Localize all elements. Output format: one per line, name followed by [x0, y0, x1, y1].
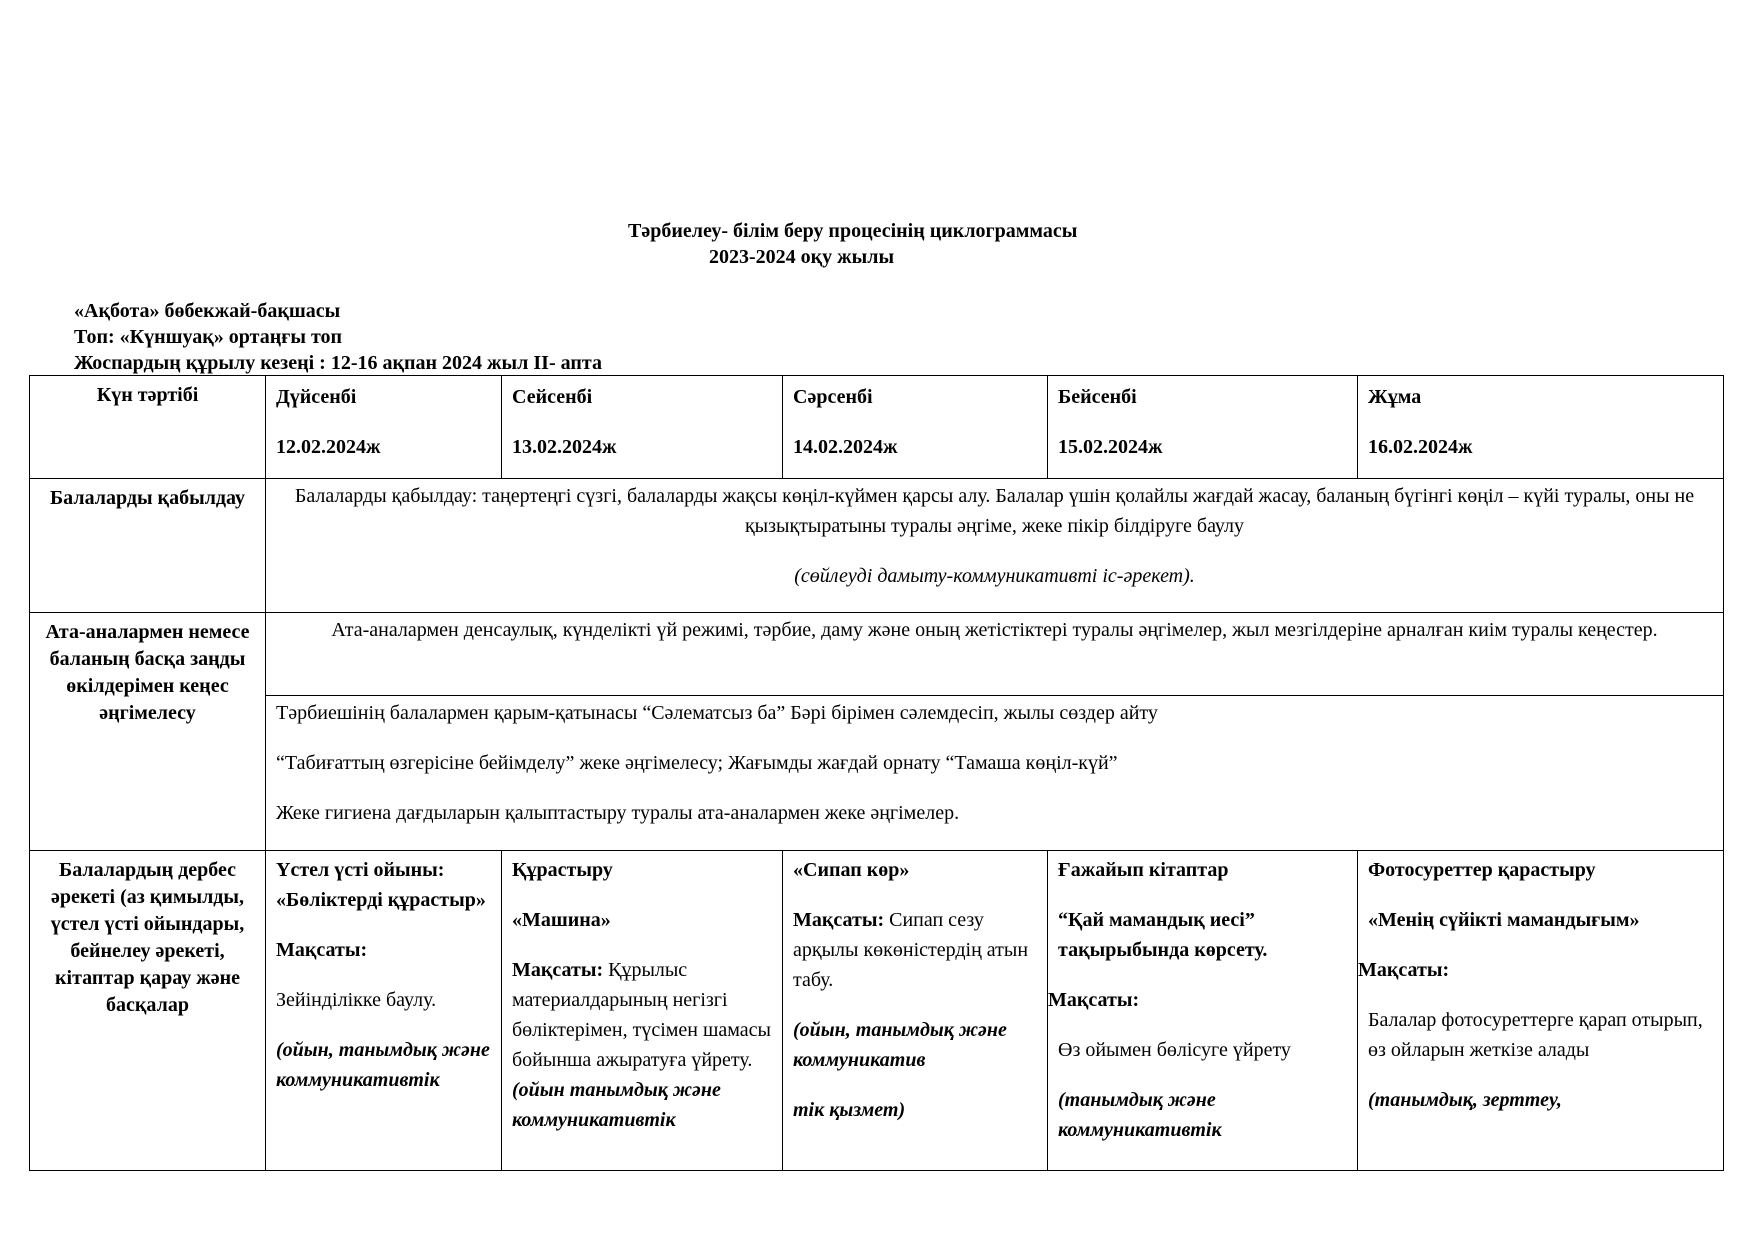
parents-row-1	[30, 613, 1724, 696]
reception-content-cell	[266, 479, 1724, 613]
day-name: Жұма	[1368, 386, 1422, 408]
goal-text: Өз ойымен бөлісуге үйрету	[1058, 1039, 1291, 1061]
activity-note: (ойын, танымдық және коммуникатив	[793, 1019, 1007, 1071]
header-day-tuesday	[502, 376, 783, 479]
activity-friday	[1358, 851, 1724, 1171]
title-line-1: Тәрбиелеу- білім беру процесінің циклограммасы	[628, 220, 1078, 242]
reception-text: Балаларды қабылдау: таңертеңгі сүзгі, балаларды жақсы көңіл-күймен қарсы алу. Балалар үшін қолайлы жағдай жасау, баланың бүгінгі көңіл – күйі туралы, оны не қызықтыратыны туралы әңгіме, жеке пікір білдіруге баулу	[294, 485, 1695, 537]
goal-label: Мақсаты:	[1358, 959, 1450, 981]
day-name: Бейсенбі	[1058, 386, 1137, 408]
reception-label-cell: Балаларды қабылдау	[30, 479, 266, 613]
activity-wednesday	[783, 851, 1048, 1171]
parents-content-cell-1	[266, 613, 1724, 696]
activity-note: (ойын, танымдық және коммуникативтік	[276, 1039, 490, 1091]
activity-label-cell: Балалардың дербес әрекеті (аз қимылды, үстел үсті ойындары, бейнелеу әрекеті, кітаптар қарау және басқалар	[30, 851, 266, 1171]
activity-note: (ойын танымдық және коммуникативтік	[512, 1079, 721, 1131]
day-name: Сейсенбі	[512, 386, 593, 408]
activity-subtitle: «Машина»	[512, 909, 611, 931]
parents-line-2: “Табиғаттың өзгерісіне бейімделу” жеке әңгімелесу; Жағымды жағдай орнату “Тамаша көңіл-күй”	[276, 752, 1118, 774]
parents-content-cell-2	[266, 696, 1724, 851]
day-date: 13.02.2024ж	[512, 436, 617, 458]
header-day-friday	[1358, 376, 1724, 479]
header-day-monday	[266, 376, 502, 479]
reception-row	[30, 479, 1724, 613]
activity-note: (танымдық, зерттеу,	[1368, 1089, 1562, 1111]
activity-title: «Сипап көр»	[793, 859, 910, 881]
reception-note: (сөйлеуді дамыту-коммуникативті іс-әрекет).	[794, 565, 1195, 587]
activity-title: Фотосуреттер қарастыру	[1368, 859, 1596, 881]
goal-paragraph	[512, 955, 772, 1135]
day-date: 15.02.2024ж	[1058, 436, 1163, 458]
activity-title: Үстел үсті ойыны: «Бөліктерді құрастыр»	[276, 859, 486, 911]
day-date: 14.02.2024ж	[793, 436, 898, 458]
parents-row-2	[30, 696, 1724, 851]
parents-label-cell: Ата-аналармен немесе баланың басқа заңды өкілдерімен кеңес әңгімелесу	[30, 613, 266, 851]
parents-text: Ата-аналармен денсаулық, күнделікті үй режимі, тәрбие, даму және оның жетістіктері туралы әңгімелер, жыл мезгілдеріне арналған киім туралы кеңестер.	[331, 619, 1658, 641]
goal-label: Мақсаты:	[793, 909, 885, 931]
activity-title: Құрастыру	[512, 859, 613, 881]
goal-text: Сипап сезу арқылы көкөністердің атын табу.	[793, 909, 1029, 991]
table-header-row	[30, 376, 1724, 479]
header-first-col: Күн тәртібі	[30, 376, 266, 479]
day-name: Сәрсенбі	[793, 386, 873, 408]
header-day-wednesday	[783, 376, 1048, 479]
title-line-2: 2023-2024 оқу жылы	[709, 246, 895, 268]
activity-monday	[266, 851, 502, 1171]
goal-label: Мақсаты:	[512, 959, 604, 981]
document-meta	[74, 298, 602, 376]
day-date: 12.02.2024ж	[276, 436, 381, 458]
goal-text: Зейінділікке баулу.	[276, 989, 437, 1011]
activity-subtitle: «Менің сүйікті мамандығым»	[1368, 909, 1640, 931]
goal-text: Балалар фотосуреттерге қарап отырып, өз ойларын жеткізе алады	[1368, 1009, 1703, 1061]
header-day-thursday	[1048, 376, 1358, 479]
day-date: 16.02.2024ж	[1368, 436, 1473, 458]
activity-thursday	[1048, 851, 1358, 1171]
plan-period: Жоспардың құрылу кезеңі : 12-16 ақпан 2024 жыл ІІ- апта	[74, 352, 602, 374]
goal-text: Құрылыс материалдарының негізгі бөліктерімен, түсімен шамасы бойынша ажыратуға үйрету.	[512, 959, 771, 1071]
schedule-table	[29, 375, 1724, 1171]
goal-paragraph	[793, 905, 1037, 995]
goal-label: Мақсаты:	[1048, 989, 1140, 1011]
day-name: Дүйсенбі	[276, 386, 357, 408]
activity-note: (танымдық және коммуникативтік	[1058, 1089, 1222, 1141]
goal-label: Мақсаты:	[276, 939, 368, 961]
activity-tuesday	[502, 851, 783, 1171]
kindergarten-name: «Ақбота» бөбекжай-бақшасы	[74, 300, 341, 322]
activity-note-cont: тік қызмет)	[793, 1099, 906, 1121]
activity-row	[30, 851, 1724, 1171]
parents-line-1: Тәрбиешінің балалармен қарым-қатынасы “Сәлематсыз ба” Бәрі бірімен сәлемдесіп, жылы сөздер айту	[276, 702, 1158, 724]
activity-title: Ғажайып кітаптар	[1058, 859, 1229, 881]
activity-subtitle: “Қай мамандық иесі” тақырыбында көрсету.	[1058, 909, 1268, 961]
group-name: Топ: «Күншуақ» ортаңғы топ	[74, 326, 343, 348]
parents-line-3: Жеке гигиена дағдыларын қалыптастыру туралы ата-аналармен жеке әңгімелер.	[276, 802, 960, 824]
